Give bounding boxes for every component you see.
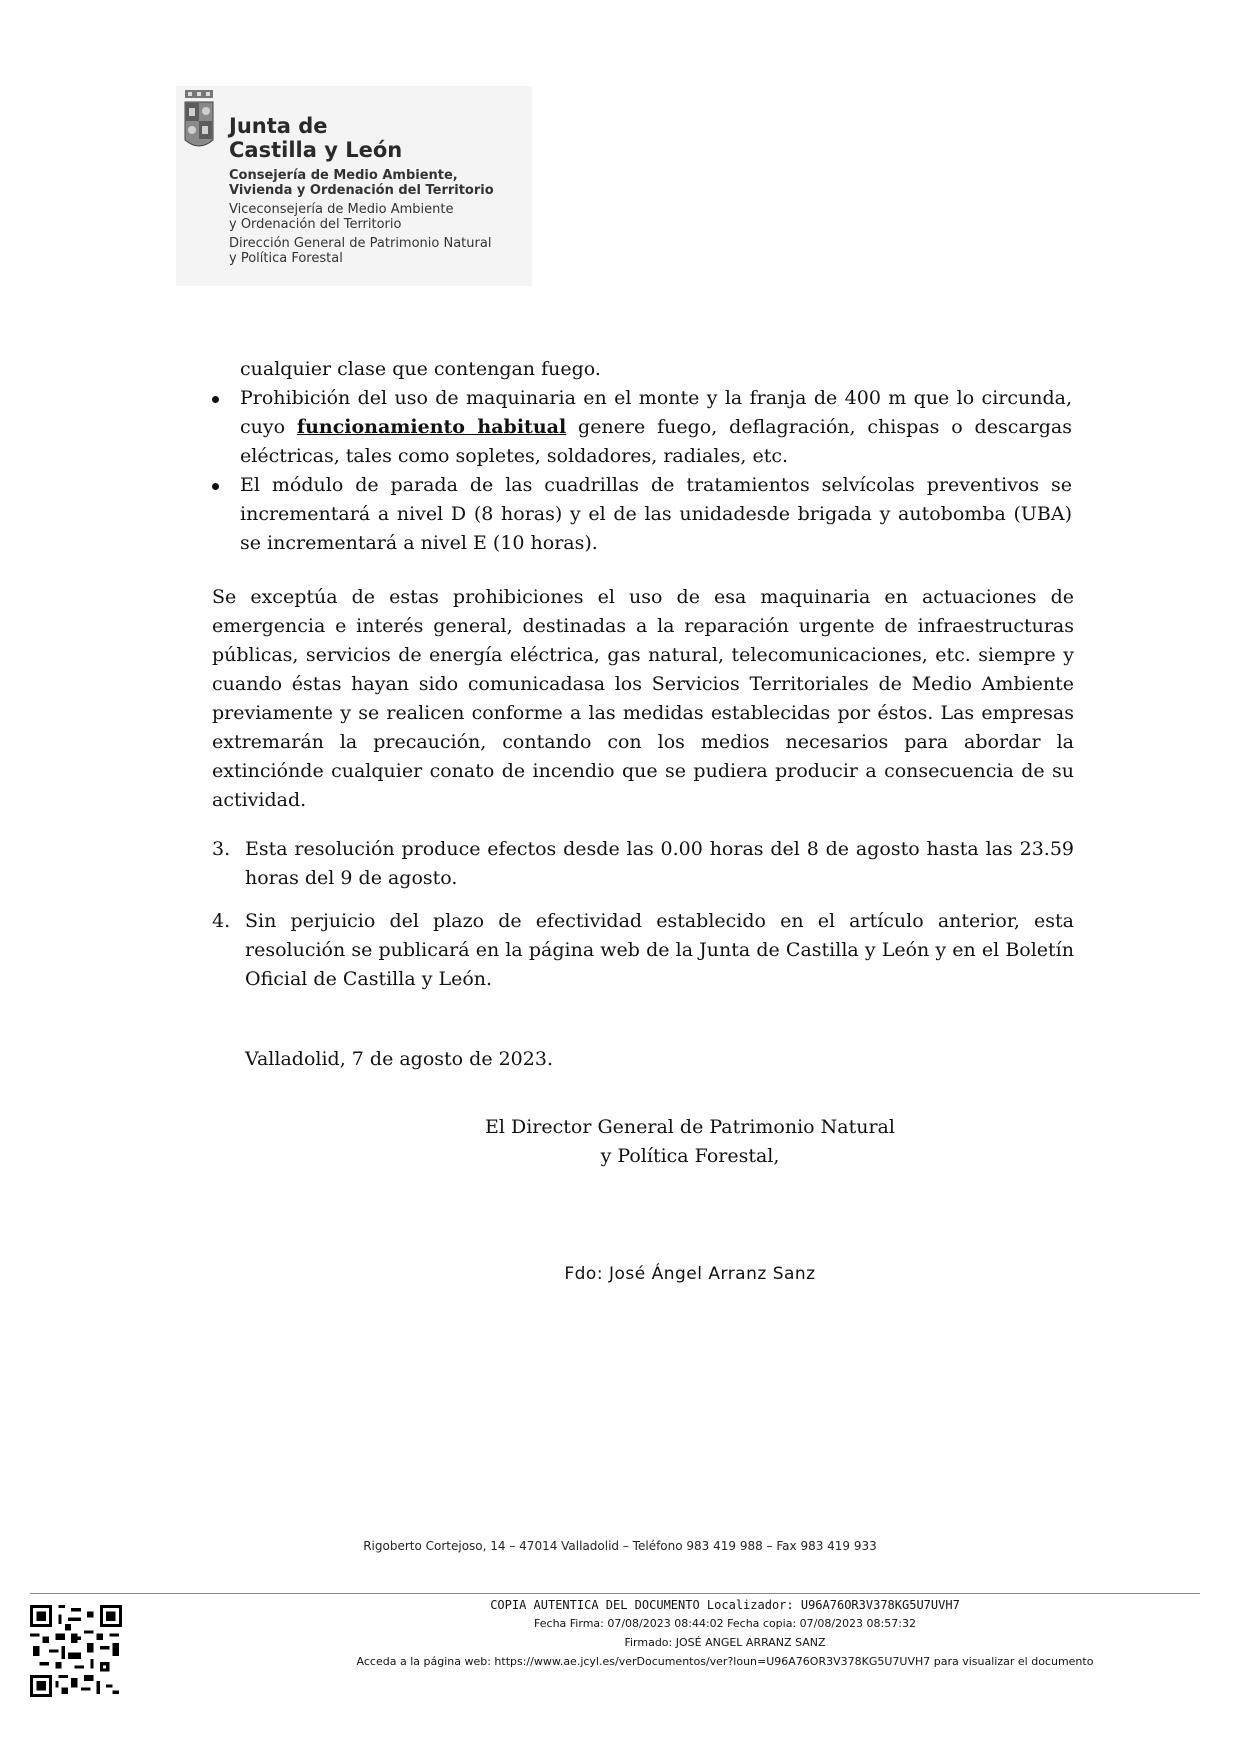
signature-dates: Fecha Firma: 07/08/2023 08:44:02 Fecha copia: 07/08/2023 08:57:32: [534, 1617, 916, 1630]
exception-paragraph: Se exceptúa de estas prohibiciones el uso de esa maquinaria en actuaciones de emergencia e interés general, destinadas a la reparación urgente de infraestructuras públicas, servicios de energía eléctrica, gas natural, telecomunicaciones, etc. siempre y cuando éstas hayan sido comunicadasa los Servicios Territoriales de Medio Ambiente previamente y se realicen conforme a las medidas establecidas por éstos. Las empresas extremarán la precaución, contando con los medios necesarios para abordar la extincióndе cualquier conato de incendio que se pudiera producir a consecuencia de su actividad.: [212, 586, 1074, 811]
bullet-icon: [212, 483, 219, 490]
numbered-item-4: [212, 907, 1074, 994]
bullet-text: genere fuego, deflagración, chispas o descargas eléctricas, tales como sopletes, soldadores, radiales, etc.: [240, 416, 1072, 467]
org-department: Vivienda y Ordenación del Territorio: [229, 183, 494, 198]
emphasis-text: funcionamiento habitual: [296, 416, 567, 438]
list-item: [240, 471, 1072, 558]
org-department: y Política Forestal: [229, 251, 343, 266]
org-department: Consejería de Medio Ambiente,: [229, 168, 458, 183]
continuation-text: cualquier clase que contengan fuego.: [240, 358, 601, 380]
item-text: Sin perjuicio del plazo de efectividad establecido en el artículo anterior, esta resolución se publicará en la página web de la Junta de Castilla y León y en el Boletín Oficial de Castilla y León.: [245, 910, 1074, 990]
org-department: y Ordenación del Territorio: [229, 217, 402, 232]
footer-divider: [30, 1593, 1200, 1594]
signer-title-line1: El Director General de Patrimonio Natural: [485, 1116, 895, 1138]
bullet-text: Prohibición del uso de maquinaria en el monte y la franja de 400 m que lo circunda, cuyo: [240, 387, 1072, 438]
org-name-line1: Junta de: [229, 114, 328, 138]
org-department: Viceconsejería de Medio Ambiente: [229, 202, 454, 217]
prohibition-list: [240, 384, 1072, 558]
signature-line: Fdo: José Ángel Arranz Sanz: [564, 1264, 816, 1284]
item-number: 3.: [212, 838, 231, 860]
place-date: Valladolid, 7 de agosto de 2023.: [245, 1048, 553, 1070]
verification-link[interactable]: Acceda a la página web: https://www.ae.jcyl.es/verDocumentos/ver?loun=U96A76OR3V378KG5U7UVH7 para visualizar el documento: [356, 1655, 1094, 1668]
org-name-line2: Castilla y León: [229, 138, 403, 162]
bullet-text: El módulo de parada de las cuadrillas de tratamientos selvícolas preventivos se incrementará a nivel D (8 horas) y el de las unidadesde brigada y autobomba (UBA) se incrementará a nivel E (10 horas).: [240, 474, 1072, 554]
coat-of-arms-icon: [182, 90, 216, 170]
authentic-copy-locator: COPIA AUTENTICA DEL DOCUMENTO Localizador: U96A76OR3V378KG5U7UVH7: [490, 1598, 960, 1612]
footer-address: Rigoberto Cortejoso, 14 – 47014 Valladolid – Teléfono 983 419 988 – Fax 983 419 933: [363, 1539, 877, 1553]
qr-code-icon: [30, 1605, 122, 1697]
numbered-item-3: [212, 835, 1074, 893]
item-number: 4.: [212, 910, 231, 932]
list-item: [240, 384, 1072, 471]
bullet-icon: [212, 396, 219, 403]
signed-by: Firmado: JOSÉ ANGEL ARRANZ SANZ: [624, 1636, 826, 1649]
item-text: Esta resolución produce efectos desde las 0.00 horas del 8 de agosto hasta las 23.59 horas del 9 de agosto.: [245, 838, 1074, 889]
signer-title-line2: y Política Forestal,: [600, 1145, 780, 1167]
institution-logo: [176, 86, 532, 286]
org-department: Dirección General de Patrimonio Natural: [229, 236, 492, 251]
